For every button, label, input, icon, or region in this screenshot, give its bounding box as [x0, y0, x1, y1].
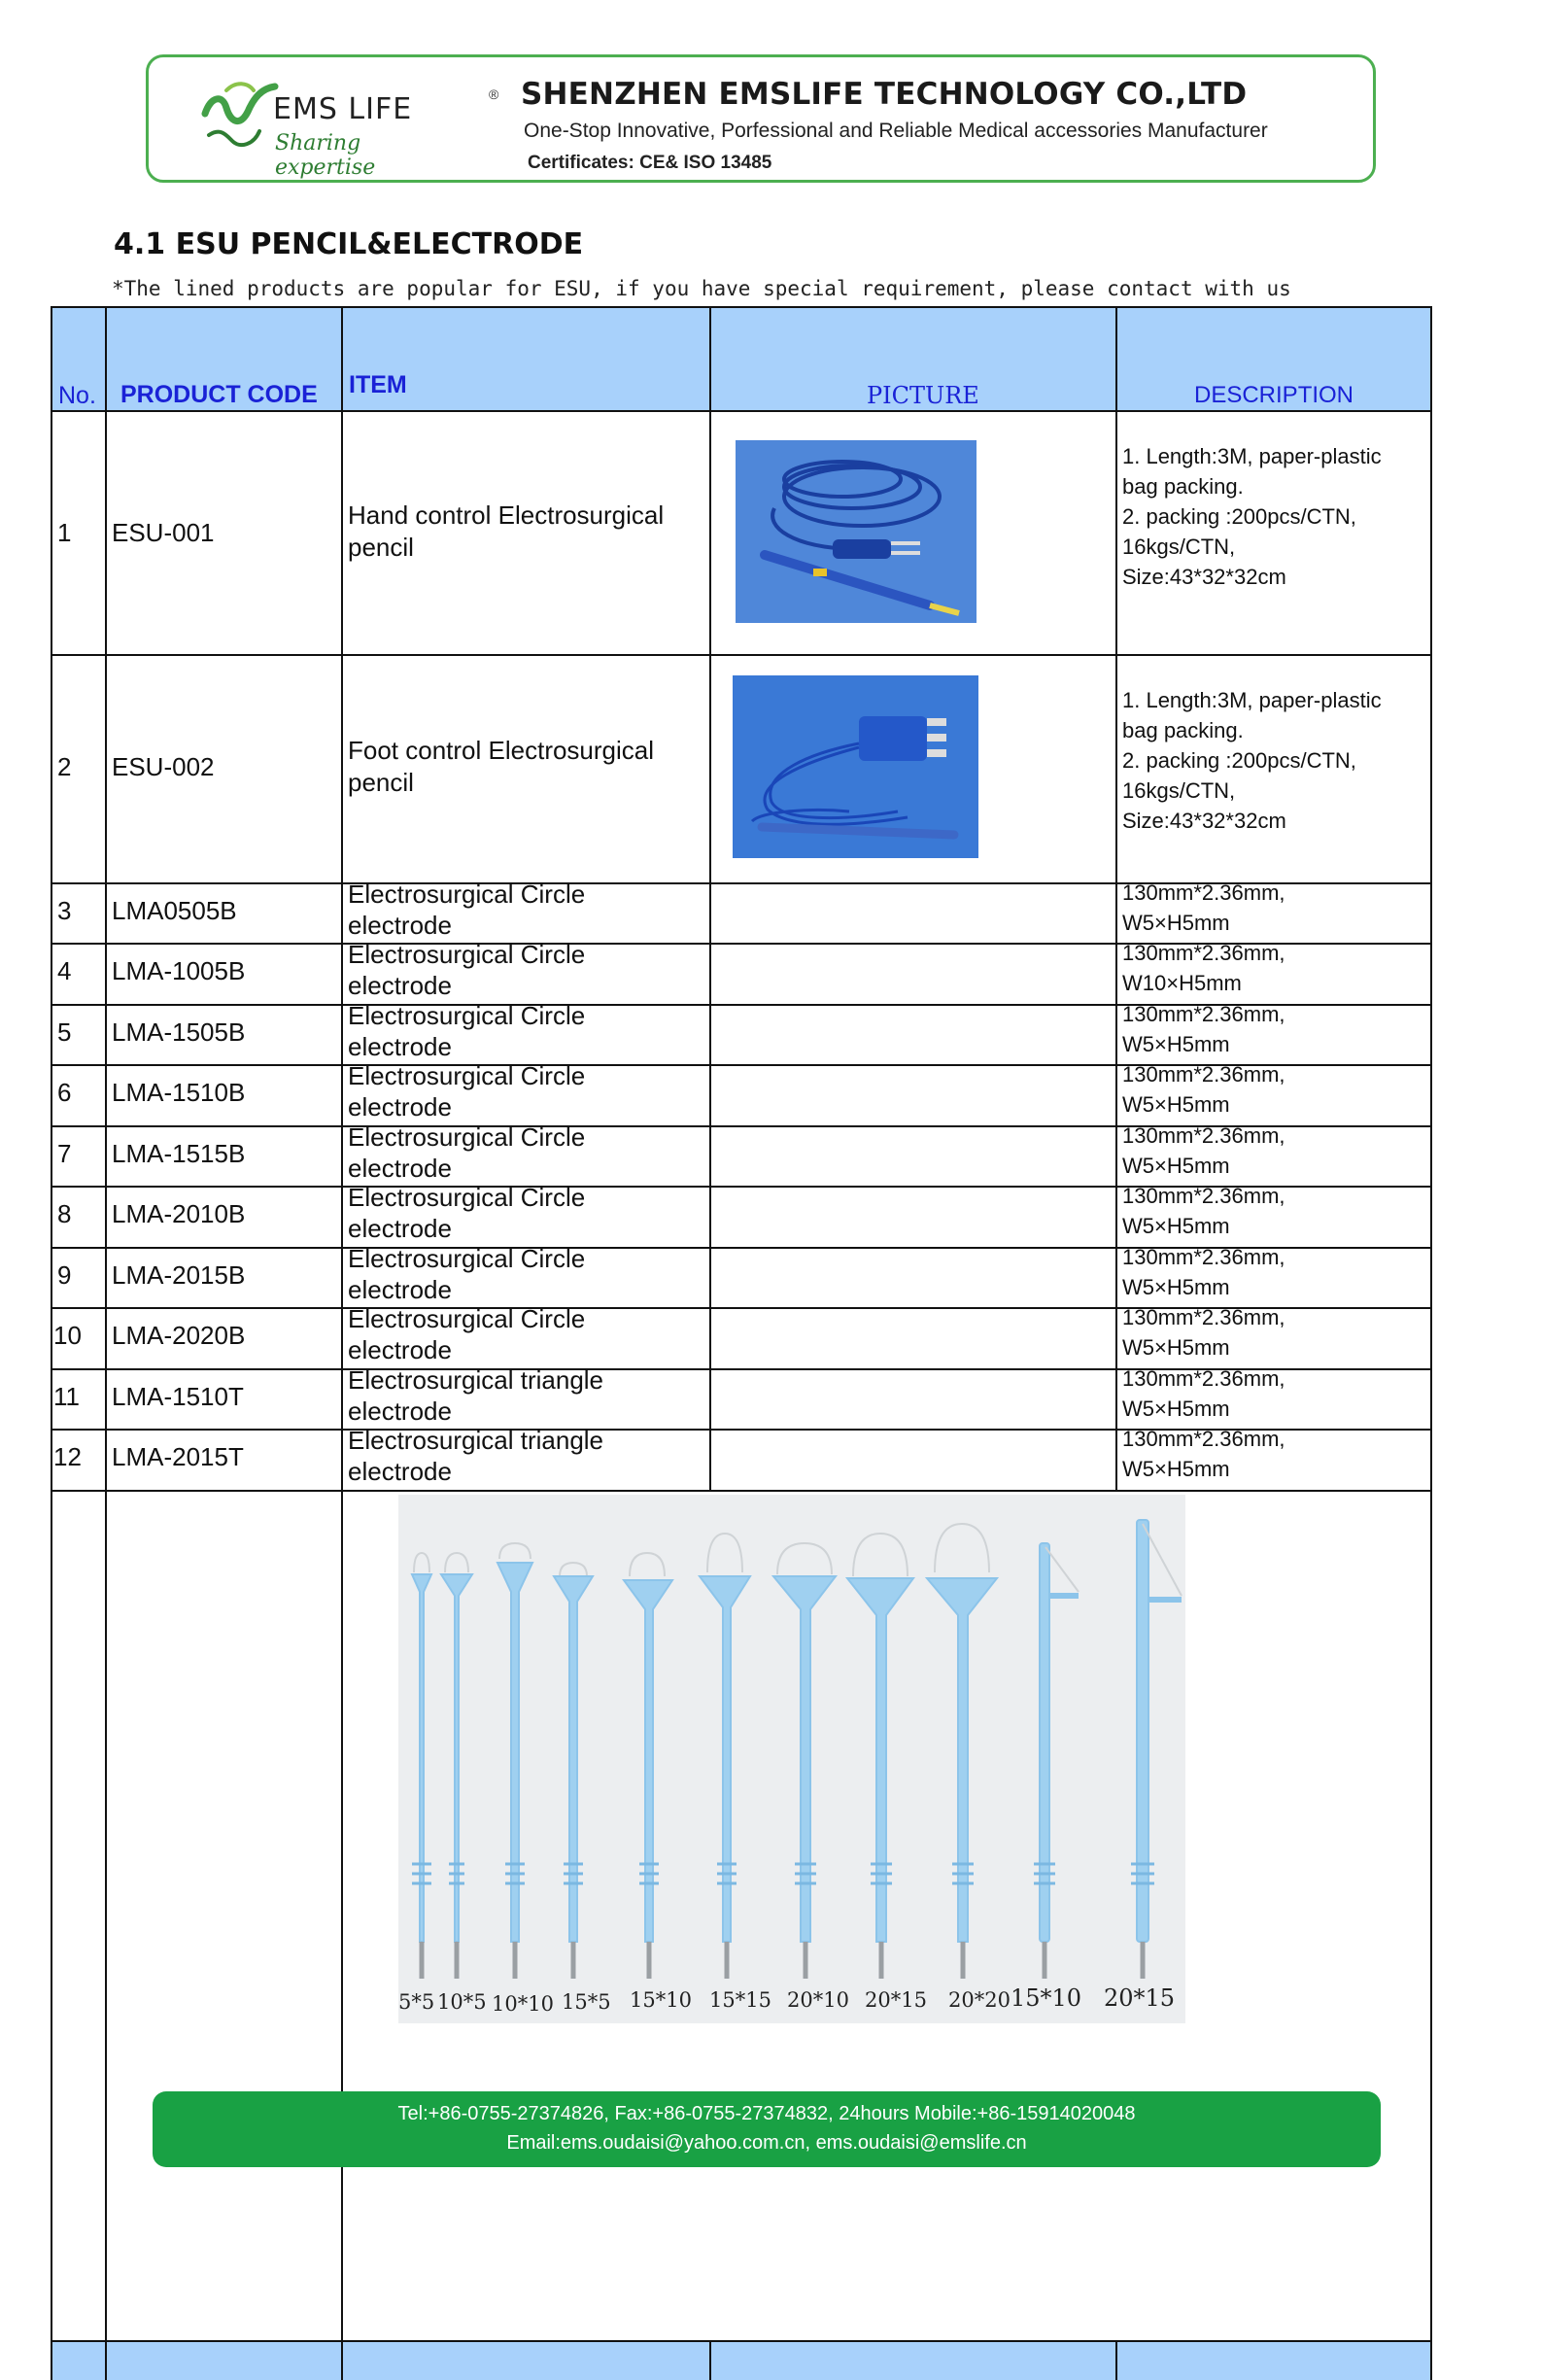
item-line: electrode — [348, 1032, 452, 1061]
item-line: Electrosurgical Circle — [348, 1183, 586, 1212]
logo-tagline: Sharing expertise — [275, 131, 376, 180]
item-line: Electrosurgical triangle — [348, 1365, 604, 1395]
desc-line: W5×H5mm — [1122, 1032, 1230, 1056]
row-12-no: 12 — [53, 1442, 82, 1471]
row-2-item: Foot control Electrosurgical pencil — [348, 736, 655, 797]
electrode-label: 20*15 — [1104, 1984, 1176, 2012]
table-rule — [51, 1004, 1432, 1006]
row-9-description — [1122, 1242, 1285, 1302]
company-name: SHENZHEN EMSLIFE TECHNOLOGY CO.,LTD — [521, 77, 1248, 112]
row-12-code: LMA-2015T — [112, 1442, 244, 1471]
section-note: *The lined products are popular for ESU, if you have special requirement, please contact with us — [112, 277, 1291, 300]
item-line: electrode — [348, 971, 452, 1000]
table-rule — [51, 306, 52, 2380]
electrode-label: 5*5 — [398, 1990, 435, 2014]
row-3-item — [348, 879, 585, 941]
company-banner — [146, 54, 1376, 183]
row-2-no: 2 — [57, 752, 72, 781]
table-rule — [51, 1307, 1432, 1309]
header-item: ITEM — [349, 371, 407, 398]
row-7-description — [1122, 1121, 1285, 1181]
row-9-no: 9 — [57, 1260, 72, 1290]
item-line: Electrosurgical Circle — [348, 880, 586, 909]
electrode-label: 10*5 — [437, 1990, 487, 2014]
table-rule — [341, 306, 343, 2380]
header-no: No. — [58, 382, 96, 409]
footer-email-line: Email:ems.oudaisi@yahoo.com.cn, ems.oudaisi@emslife.cn — [506, 2132, 1027, 2154]
item-line: Electrosurgical Circle — [348, 1061, 586, 1090]
electrode-label: 15*15 — [709, 1988, 771, 2012]
table-rule — [51, 654, 1432, 656]
row-5-code: LMA-1505B — [112, 1018, 246, 1047]
electrode-label: 15*5 — [562, 1990, 611, 2014]
row-6-item — [348, 1060, 585, 1122]
desc-line: 130mm*2.36mm, — [1122, 1305, 1285, 1329]
row-2-description — [1122, 685, 1382, 836]
row-9-code: LMA-2015B — [112, 1260, 246, 1290]
desc-line: 130mm*2.36mm, — [1122, 1366, 1285, 1391]
table-rule — [1430, 306, 1432, 2380]
electrode-collection-photo — [398, 1495, 1185, 2023]
row-6-code: LMA-1510B — [112, 1078, 246, 1107]
row-11-item — [348, 1364, 603, 1427]
item-line: Electrosurgical Circle — [348, 1304, 586, 1333]
desc-line: 2. packing :200pcs/CTN, — [1122, 504, 1356, 529]
desc-line: bag packing. — [1122, 718, 1244, 742]
table-rule — [51, 943, 1432, 945]
desc-line: 130mm*2.36mm, — [1122, 880, 1285, 905]
header-product-code: PRODUCT CODE — [120, 381, 318, 408]
table-footer-background — [51, 2341, 1432, 2380]
row-8-no: 8 — [57, 1199, 72, 1228]
table-rule — [51, 1186, 1432, 1188]
electrode-label: 20*15 — [865, 1988, 927, 2012]
row-1-description — [1122, 441, 1382, 592]
row-4-description — [1122, 938, 1285, 998]
desc-line: W5×H5mm — [1122, 1214, 1230, 1238]
item-line: Electrosurgical Circle — [348, 1001, 586, 1030]
table-rule — [51, 882, 1432, 884]
row-7-item — [348, 1121, 585, 1184]
electrode-label: 20*10 — [787, 1988, 849, 2012]
hand-pencil-image — [736, 440, 977, 623]
row-1-code: ESU-001 — [112, 518, 215, 547]
row-6-description — [1122, 1059, 1285, 1120]
table-rule — [709, 2340, 711, 2380]
desc-line: W5×H5mm — [1122, 1092, 1230, 1117]
table-rule — [51, 1064, 1432, 1066]
item-line: electrode — [348, 1214, 452, 1243]
row-3-code: LMA0505B — [112, 896, 237, 925]
row-11-no: 11 — [53, 1382, 80, 1411]
row-8-item — [348, 1182, 585, 1244]
desc-line: 1. Length:3M, paper-plastic — [1122, 688, 1382, 712]
row-11-code: LMA-1510T — [112, 1382, 244, 1411]
row-4-code: LMA-1005B — [112, 956, 246, 985]
electrode-label: 15*10 — [630, 1988, 692, 2012]
desc-line: W5×H5mm — [1122, 1397, 1230, 1421]
item-line: electrode — [348, 1397, 452, 1426]
row-12-item — [348, 1425, 603, 1487]
row-5-item — [348, 1000, 585, 1062]
table-rule — [709, 306, 711, 1490]
row-10-no: 10 — [53, 1321, 82, 1350]
desc-line: 130mm*2.36mm, — [1122, 1184, 1285, 1208]
row-12-description — [1122, 1424, 1285, 1484]
electrode-label: 10*10 — [492, 1992, 554, 2016]
table-rule — [51, 1490, 1432, 1492]
item-line: Electrosurgical Circle — [348, 940, 586, 969]
desc-line: 130mm*2.36mm, — [1122, 1002, 1285, 1026]
table-rule — [51, 1247, 1432, 1249]
company-subtitle: One-Stop Innovative, Porfessional and Reliable Medical accessories Manufacturer — [524, 120, 1268, 142]
row-3-no: 3 — [57, 896, 72, 925]
desc-line: 1. Length:3M, paper-plastic — [1122, 444, 1382, 468]
item-line: electrode — [348, 1457, 452, 1486]
electrode-label: 20*20 — [948, 1988, 1011, 2012]
contact-footer — [153, 2091, 1381, 2167]
desc-line: W5×H5mm — [1122, 1154, 1230, 1178]
table-rule — [1115, 306, 1117, 1490]
item-line: electrode — [348, 911, 452, 940]
desc-line: W5×H5mm — [1122, 1275, 1230, 1299]
desc-line: W5×H5mm — [1122, 911, 1230, 935]
foot-pencil-image — [733, 675, 978, 858]
electrode-label: 15*10 — [1011, 1984, 1082, 2012]
row-3-description — [1122, 878, 1285, 938]
desc-line: Size:43*32*32cm — [1122, 565, 1286, 589]
desc-line: bag packing. — [1122, 474, 1244, 499]
desc-line: Size:43*32*32cm — [1122, 809, 1286, 833]
table-rule — [51, 1429, 1432, 1431]
electrode-image — [398, 1495, 1185, 2023]
desc-line: 130mm*2.36mm, — [1122, 1062, 1285, 1087]
table-rule — [105, 306, 107, 2380]
row-7-code: LMA-1515B — [112, 1139, 246, 1168]
logo-swirl-icon — [197, 77, 279, 155]
table-rule — [51, 1368, 1432, 1370]
foot-pencil-photo — [733, 675, 978, 858]
desc-line: W10×H5mm — [1122, 971, 1242, 995]
registered-mark: ® — [489, 86, 499, 102]
header-description: DESCRIPTION — [1194, 382, 1354, 408]
row-8-description — [1122, 1181, 1285, 1241]
logo-name: EMS LIFE — [273, 92, 413, 126]
item-line: Electrosurgical Circle — [348, 1244, 586, 1273]
item-line: Electrosurgical Circle — [348, 1122, 586, 1152]
header-picture: PICTURE — [867, 382, 979, 409]
section-title: 4.1 ESU PENCIL&ELECTRODE — [114, 227, 584, 261]
row-10-code: LMA-2020B — [112, 1321, 246, 1350]
row-5-description — [1122, 999, 1285, 1059]
row-11-description — [1122, 1363, 1285, 1424]
item-line: electrode — [348, 1092, 452, 1121]
desc-line: 2. packing :200pcs/CTN, — [1122, 748, 1356, 773]
row-2-code: ESU-002 — [112, 752, 215, 781]
certificates: Certificates: CE& ISO 13485 — [528, 153, 772, 173]
table-rule — [1115, 2340, 1117, 2380]
desc-line: 130mm*2.36mm, — [1122, 941, 1285, 965]
table-rule — [51, 2340, 1432, 2342]
desc-line: 130mm*2.36mm, — [1122, 1245, 1285, 1269]
row-5-no: 5 — [57, 1018, 72, 1047]
desc-line: 16kgs/CTN, — [1122, 778, 1236, 803]
table-rule — [51, 1125, 1432, 1127]
row-1-no: 1 — [57, 518, 72, 547]
item-line: Electrosurgical triangle — [348, 1426, 604, 1455]
item-line: electrode — [348, 1275, 452, 1304]
hand-pencil-photo — [736, 440, 977, 623]
row-4-no: 4 — [57, 956, 72, 985]
row-10-description — [1122, 1302, 1285, 1362]
desc-line: W5×H5mm — [1122, 1457, 1230, 1481]
desc-line: W5×H5mm — [1122, 1335, 1230, 1360]
footer-phone-line: Tel:+86-0755-27374826, Fax:+86-0755-27374832, 24hours Mobile:+86-15914020048 — [397, 2103, 1136, 2124]
item-line: electrode — [348, 1154, 452, 1183]
row-6-no: 6 — [57, 1078, 72, 1107]
row-7-no: 7 — [57, 1139, 72, 1168]
table-rule — [51, 410, 1432, 412]
desc-line: 130mm*2.36mm, — [1122, 1123, 1285, 1148]
table-rule — [51, 306, 1432, 308]
row-9-item — [348, 1243, 585, 1305]
item-line: electrode — [348, 1335, 452, 1364]
row-8-code: LMA-2010B — [112, 1199, 246, 1228]
desc-line: 16kgs/CTN, — [1122, 535, 1236, 559]
row-10-item — [348, 1303, 585, 1365]
company-logo — [197, 77, 499, 180]
row-4-item — [348, 939, 585, 1001]
row-1-item: Hand control Electrosurgical pencil — [348, 500, 665, 562]
desc-line: 130mm*2.36mm, — [1122, 1427, 1285, 1451]
